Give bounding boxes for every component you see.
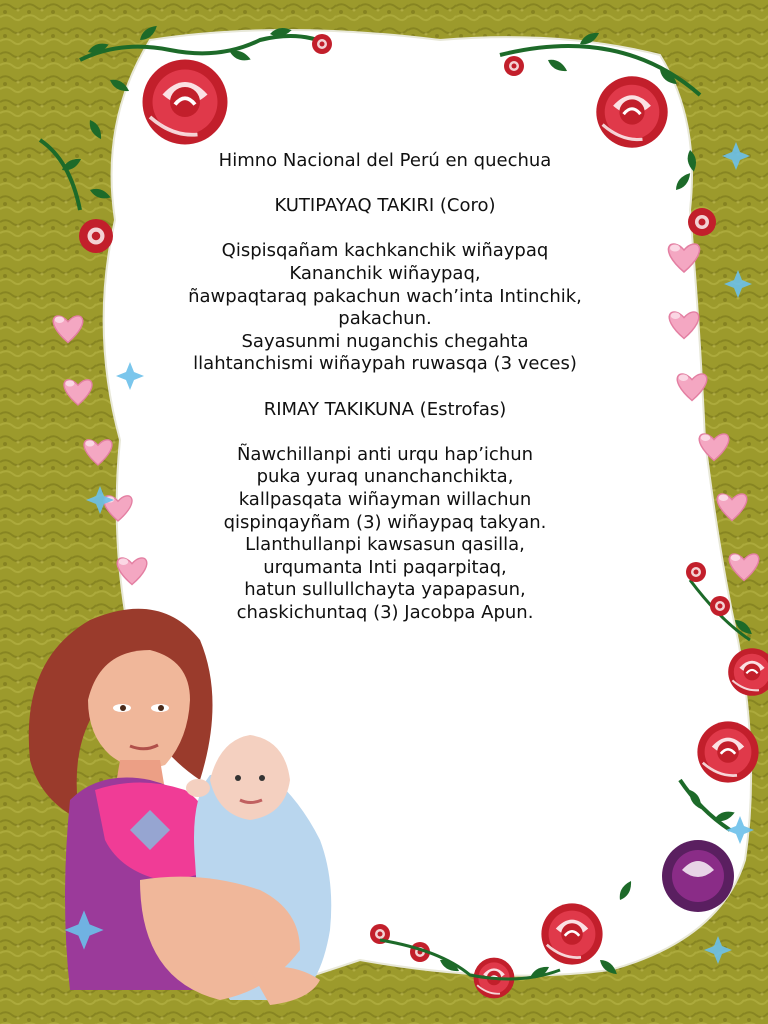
verse-line: kallpasqata wiñayman willachun	[238, 488, 532, 510]
chorus-line: Sayasunmi nuganchis chegahta	[241, 330, 529, 352]
verses-heading: RIMAY TAKIKUNA (Estrofas)	[263, 398, 507, 420]
chorus-heading: KUTIPAYAQ TAKIRI (Coro)	[274, 195, 496, 217]
verse-line: hatun sullullchayta yapapasun,	[244, 579, 526, 601]
verse-line: chaskichuntaq (3) Jacobpa Apun.	[236, 601, 534, 623]
chorus-line: Kananchik wiñaypaq,	[289, 262, 481, 284]
verse-line: urqumanta Inti paqarpitaq,	[263, 556, 507, 578]
verse-line: qispinqayñam (3) wiñaypaq takyan.	[223, 511, 547, 533]
document-title: Himno Nacional del Perú en quechua	[218, 150, 552, 171]
verse-line: Ñawchillanpi anti urqu hap’ichun	[236, 443, 534, 465]
verse-line: Llanthullanpi kawsasun qasilla,	[245, 534, 525, 556]
chorus-line: Qispisqañam kachkanchik wiñaypaq	[221, 240, 549, 262]
chorus-line: ñawpaqtaraq pakachun wach’inta Intinchik,	[188, 285, 582, 307]
hymn-text	[150, 150, 620, 624]
chorus-line: pakachun.	[338, 308, 432, 330]
chorus-line: llahtanchismi wiñaypah ruwasqa (3 veces)	[193, 353, 577, 375]
verse-line: puka yuraq unanchanchikta,	[256, 466, 514, 488]
